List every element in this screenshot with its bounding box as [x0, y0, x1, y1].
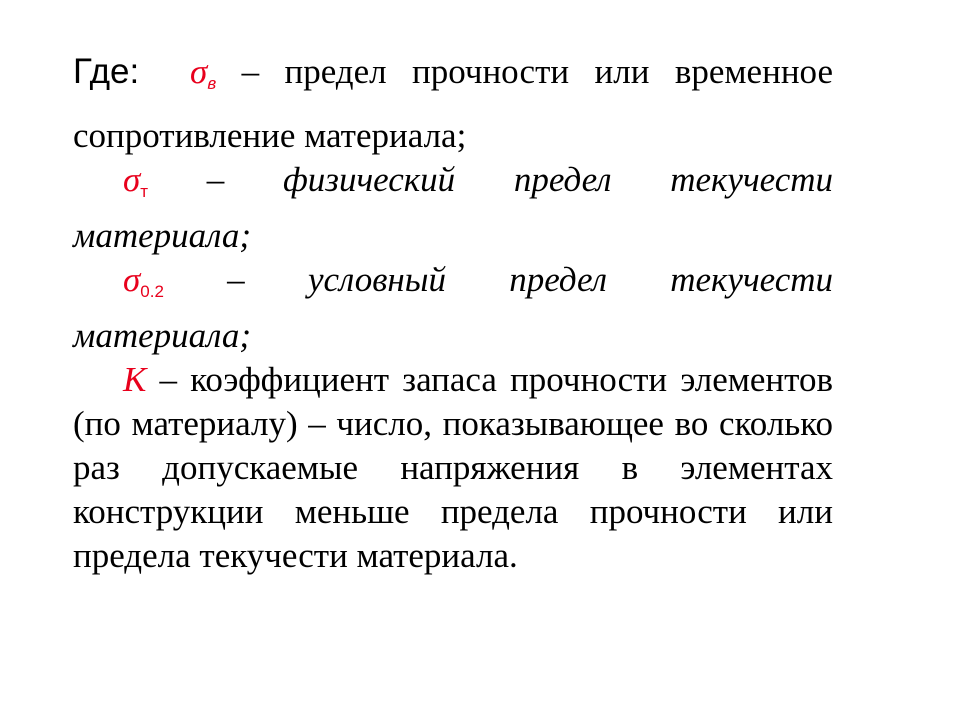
definition-text: материала;: [73, 316, 251, 355]
sigma-symbol: σ: [190, 52, 208, 91]
sigma-subscript: 0.2: [140, 282, 164, 301]
where-label: Где:: [73, 52, 140, 91]
sigma-b-definition-cont: [73, 114, 833, 158]
definition-word: текучести: [670, 160, 834, 199]
sigma-t-definition-cont: [73, 214, 833, 258]
definition-word: предел: [509, 260, 607, 299]
sigma-02-definition-cont: [73, 314, 833, 358]
definition-text: сопротивление материала;: [73, 116, 467, 155]
sigma-t-definition: [73, 158, 833, 214]
definition-word: предел: [513, 160, 612, 199]
definition-word: текучести: [670, 260, 834, 299]
definition-text: коэффициент запаса прочности элементов (по материалу) – число, показывающее во сколько раз допускаемые напряжения в элементах конструкции меньше предела прочности или предела текучести материала.: [73, 360, 833, 575]
dash: –: [159, 360, 178, 399]
dash: –: [241, 52, 260, 91]
k-definition: [73, 358, 833, 578]
sigma-symbol: σ: [123, 160, 141, 199]
definition-text: предел прочности или временное: [284, 52, 834, 91]
dash: –: [227, 260, 245, 299]
sigma-b-definition: [73, 50, 833, 106]
definition-word: условный: [307, 260, 446, 299]
definition-text: материала;: [73, 216, 251, 255]
sigma-subscript: т: [140, 182, 149, 201]
sigma-symbol: σ: [123, 260, 141, 299]
sigma-02-definition: [73, 258, 833, 314]
sigma-subscript: в: [207, 74, 217, 93]
definition-word: физический: [282, 160, 456, 199]
k-symbol: K: [123, 360, 147, 399]
dash: –: [206, 160, 225, 199]
definitions-block: [73, 50, 833, 578]
